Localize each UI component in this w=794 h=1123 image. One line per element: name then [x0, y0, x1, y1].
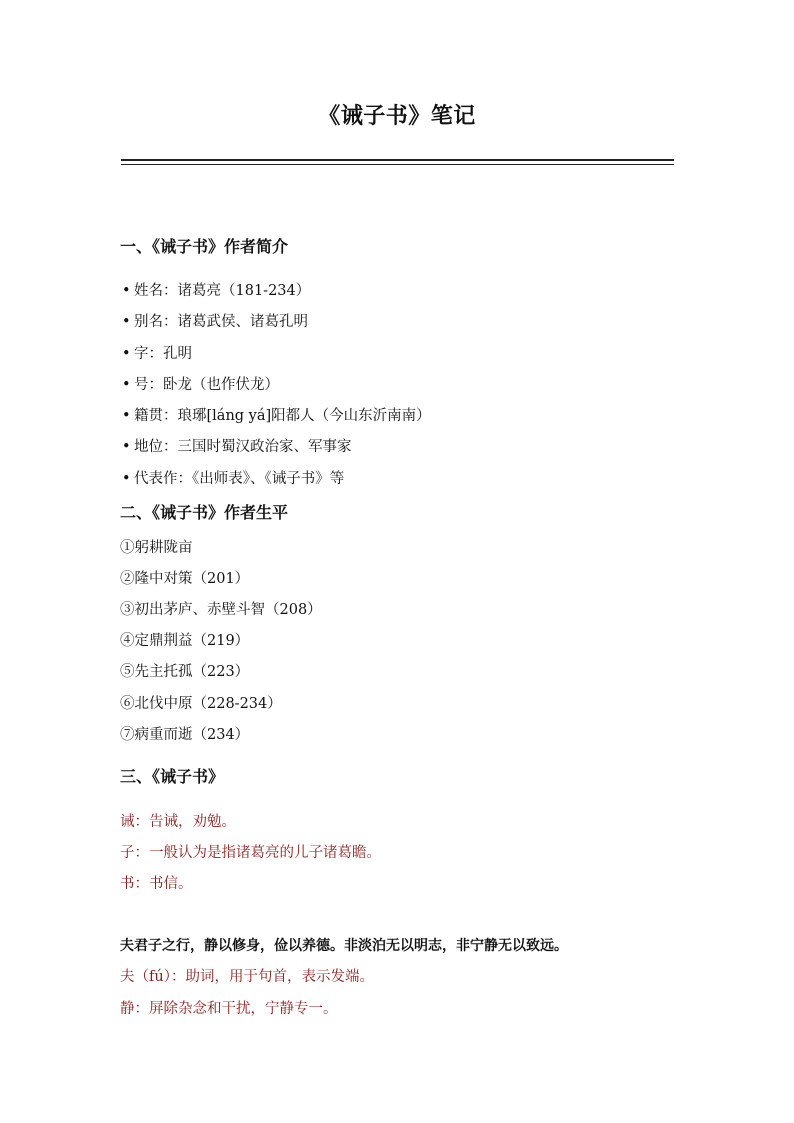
- title-divider: [121, 159, 674, 165]
- life-event-item: ②隆中对策（201）: [120, 571, 250, 587]
- list-item-alias: • 别名：诸葛武侯、诸葛孔明: [120, 312, 308, 332]
- document-title: 《诫子书》笔记: [318, 103, 476, 129]
- life-event-item: ③初出茅庐、赤壁斗智（208）: [120, 602, 322, 618]
- note-fu: 夫（fú）：助词，用于句首，表示发端。: [120, 969, 374, 985]
- list-item-status: • 地位：三国时蜀汉政治家、军事家: [120, 437, 352, 457]
- note-cheng: 诫：告诫，劝勉。: [120, 814, 236, 830]
- note-zi: 子：一般认为是指诸葛亮的儿子诸葛瞻。: [120, 845, 381, 861]
- list-item-works: • 代表作：《出师表》、《诫子书》等: [120, 469, 344, 489]
- note-jing: 静：屏除杂念和干扰，宁静专一。: [120, 1001, 338, 1017]
- list-item-courtesy-name: • 字：孔明: [120, 344, 192, 364]
- life-event-item: ①躬耕陇亩: [120, 540, 193, 556]
- life-event-item: ⑦病重而逝（234）: [120, 727, 250, 743]
- section-heading-author-intro: 一、《诫子书》作者简介: [120, 237, 289, 256]
- life-event-item: ④定鼎荆益（219）: [120, 633, 250, 649]
- list-item-name: • 姓名：诸葛亮（181-234）: [120, 281, 310, 301]
- quote-passage: 夫君子之行，静以修身，俭以养德。非淡泊无以明志，非宁静无以致远。: [120, 938, 568, 954]
- note-shu: 书：书信。: [120, 876, 193, 892]
- section-heading-text: 三、《诫子书》: [120, 767, 225, 786]
- life-event-item: ⑥北伐中原（228-234）: [120, 696, 282, 712]
- list-item-sobriquet: • 号：卧龙（也作伏龙）: [120, 375, 279, 395]
- section-heading-author-life: 二、《诫子书》作者生平: [120, 503, 289, 522]
- life-event-item: ⑤先主托孤（223）: [120, 664, 250, 680]
- list-item-birthplace: • 籍贯：琅琊[láng yá]阳都人（今山东沂南南）: [120, 406, 431, 426]
